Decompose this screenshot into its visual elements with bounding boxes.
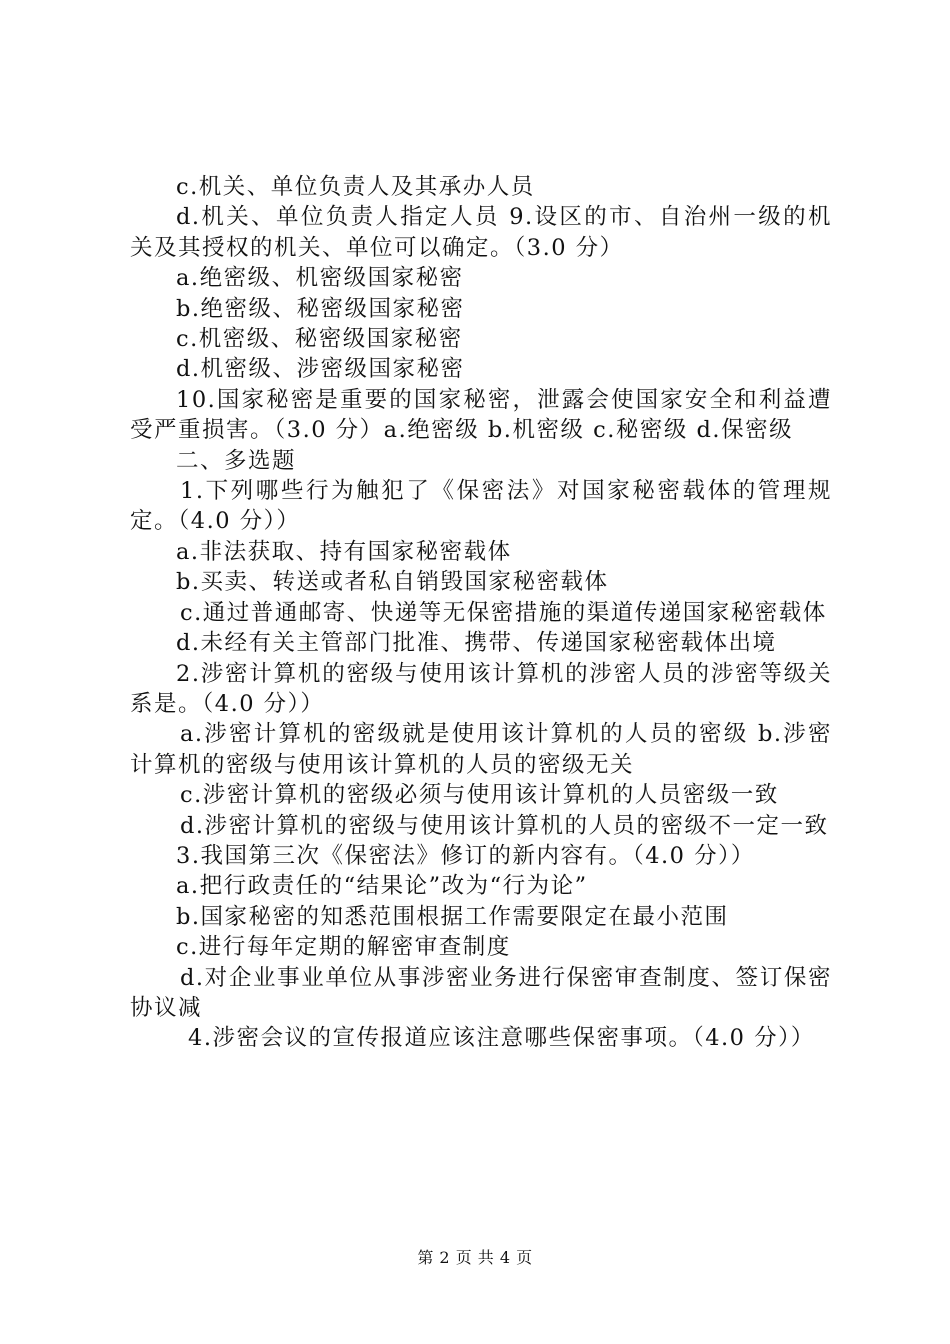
paragraph: c.进行每年定期的解密审查制度	[176, 934, 511, 961]
paragraph: b.国家秘密的知悉范围根据工作需要限定在最小范围	[176, 903, 729, 930]
section-heading: 二、多选题	[176, 447, 297, 474]
paragraph: d.涉密计算机的密级与使用该计算机的人员的密级不一定一致	[180, 812, 829, 839]
paragraph: a.非法获取、持有国家秘密载体	[176, 538, 512, 565]
paragraph: a.绝密级、机密级国家秘密	[176, 265, 464, 292]
paragraph: 3.我国第三次《保密法》修订的新内容有。（4.0 分））	[176, 842, 755, 869]
paragraph: 10.国家秘密是重要的国家秘密，泄露会使国家安全和利益遭受严重损害。（3.0 分）a.绝密级 b.机密级 c.秘密级 d.保密级	[130, 386, 832, 444]
paragraph: b.绝密级、秘密级国家秘密	[176, 295, 465, 322]
paragraph: b.买卖、转送或者私自销毁国家秘密载体	[176, 569, 609, 596]
page-footer	[0, 1245, 950, 1268]
paragraph: d.机关、单位负责人指定人员 9.设区的市、自治州一级的机关及其授权的机关、单位可以确定。（3.0 分）	[130, 204, 832, 261]
paragraph: a.涉密计算机的密级就是使用该计算机的人员的密级 b.涉密计算机的密级与使用该计算机的人员的密级无关	[130, 721, 832, 778]
paragraph: 4.涉密会议的宣传报道应该注意哪些保密事项。（4.0 分））	[188, 1025, 815, 1052]
paragraph: c.机关、单位负责人及其承办人员	[176, 174, 535, 200]
page-number-label: 第 2 页 共 4 页	[417, 1248, 533, 1267]
paragraph: c.涉密计算机的密级必须与使用该计算机的人员密级一致	[180, 782, 779, 809]
paragraph: d.未经有关主管部门批准、携带、传递国家秘密载体出境	[176, 630, 777, 657]
paragraph: c.通过普通邮寄、快递等无保密措施的渠道传递国家秘密载体	[180, 599, 827, 626]
paragraph: d.对企业事业单位从事涉密业务进行保密审查制度、签订保密协议减	[130, 964, 832, 1021]
paragraph: 1.下列哪些行为触犯了《保密法》对国家秘密载体的管理规定。（4.0 分））	[130, 478, 832, 535]
paragraph: a.把行政责任的“结果论”改为“行为论”	[176, 873, 588, 900]
paragraph: c.机密级、秘密级国家秘密	[176, 326, 463, 353]
document-body	[130, 172, 832, 1054]
paragraph: d.机密级、涉密级国家秘密	[176, 356, 465, 383]
paragraph: 2.涉密计算机的密级与使用该计算机的涉密人员的涉密等级关系是。（4.0 分））	[130, 660, 832, 717]
